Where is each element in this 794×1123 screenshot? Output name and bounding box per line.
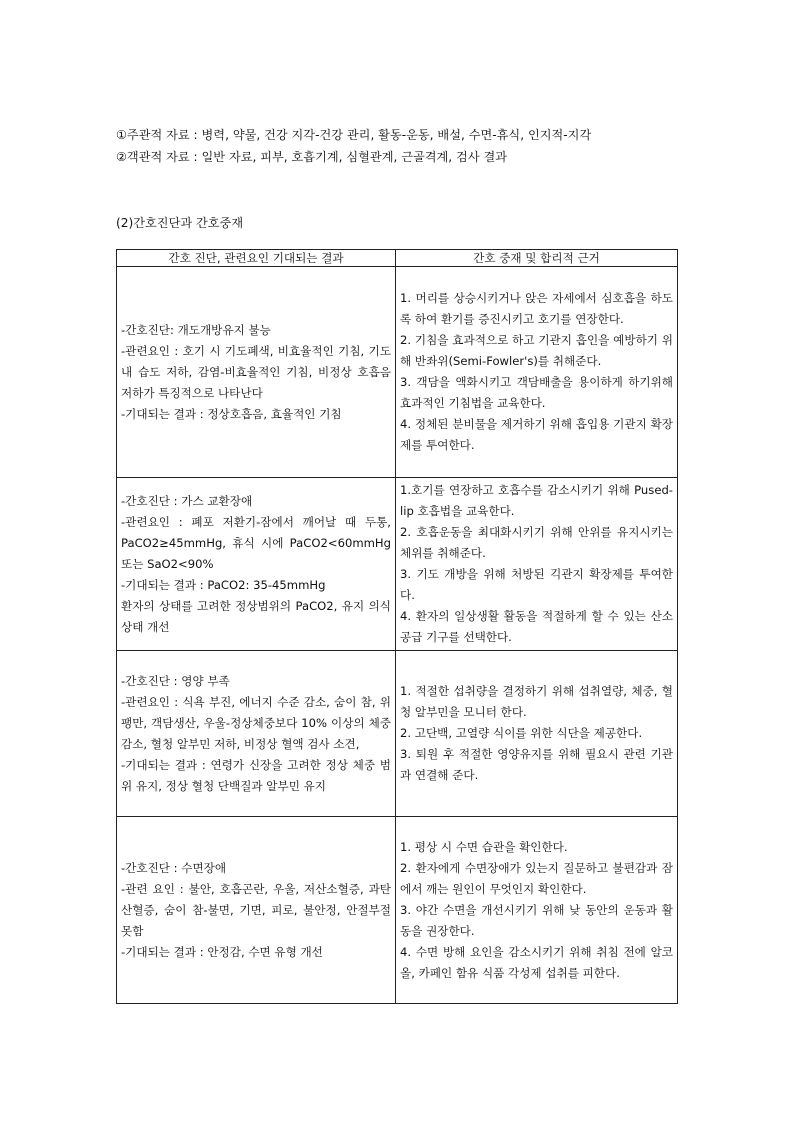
table-header-row [117, 250, 678, 267]
related-factors-line: -관련요인 : 호기 시 기도폐색, 비효율적인 기침, 기도내 습도 저하, 감염-비효율적인 기침, 비정상 호흡음 저하가 특징적으로 나타난다 [121, 343, 391, 400]
intervention-item: 1. 머리를 상승시키거나 앉은 자세에서 심호흡을 하도록 하여 환기를 증진시키고 호기를 연장한다. [400, 291, 673, 326]
intervention-cell [396, 651, 678, 817]
expected-outcome-detail-line: 환자의 상태를 고려한 정상범위의 PaCO2, 유지 의식 상태 개선 [121, 598, 391, 634]
expected-outcome-line: -기대되는 결과 : 연령가 신장을 고려한 정상 체중 범위 유지, 정상 혈청 단백질과 알부민 유지 [121, 757, 391, 793]
intervention-item: 4. 정체된 분비물을 제거하기 위해 흡입용 기관지 확장제를 투여한다. [400, 417, 673, 452]
intervention-item: 2. 기침을 효과적으로 하고 기관지 흡인을 예방하기 위해 반좌위(Semi-Fowler's)를 취해준다. [400, 333, 673, 368]
intervention-item: 4. 수면 방해 요인을 감소시키기 위해 취침 전에 알코올, 카페인 함유 식품 각성제 섭취를 피한다. [400, 944, 673, 980]
diagnosis-cell [117, 267, 396, 478]
section-title: (2)간호진단과 간호중재 [116, 216, 244, 230]
intervention-item: 3. 객담을 액화시키고 객담배출을 용이하게 하기위해 효과적인 기침법을 교육한다. [400, 375, 673, 410]
diagnosis-line: -간호진단 : 영양 부족 [121, 673, 230, 688]
intervention-item: 3. 퇴원 후 적절한 영양유지를 위해 필요시 관련 기관과 연결해 준다. [400, 747, 673, 782]
diagnosis-line: -간호진단: 개도개방유지 불능 [121, 322, 271, 337]
intervention-item: 3. 야간 수면을 개선시키기 위해 낮 동안의 운동과 활동을 권장한다. [400, 902, 673, 938]
related-factors-line: -관련 요인 : 불안, 호흡곤란, 우울, 저산소혈증, 과탄산혈증, 숨이 참-불면, 기면, 피로, 불안정, 안절부절 못함 [121, 881, 391, 938]
header-intervention: 간호 중재 및 합리적 근거 [396, 250, 678, 267]
subjective-data-item: ①주관적 자료 : 병력, 약물, 건강 지각-건강 관리, 활동-운동, 배설, 수면-휴식, 인지적-지각 [116, 128, 592, 142]
table-row [117, 817, 678, 1004]
assessment-data-list [116, 124, 686, 168]
diagnosis-cell [117, 478, 396, 651]
expected-outcome-line: -기대되는 결과 : 안정감, 수면 유형 개선 [121, 944, 323, 959]
diagnosis-line: -간호진단 : 가스 교환장애 [121, 493, 253, 508]
table-row [117, 651, 678, 817]
expected-outcome-line: -기대되는 결과 : PaCO2: 35-45mmHg [121, 577, 326, 592]
diagnosis-cell [117, 651, 396, 817]
table-row [117, 267, 678, 478]
intervention-item: 3. 기도 개방을 위해 처방된 긱관지 확장제를 투여한다. [400, 567, 673, 602]
intervention-cell [396, 267, 678, 478]
diagnosis-cell [117, 817, 396, 1004]
nursing-care-table [116, 249, 678, 1004]
related-factors-line: -관련요인 : 폐포 저환기-잠에서 깨어날 때 두통, PaCO2≥45mmHg, 휴식 시에 PaCO2<60mmHg 또는 SaO2<90% [121, 514, 391, 571]
header-diagnosis: 간호 진단, 관련요인 기대되는 결과 [117, 250, 396, 267]
diagnosis-line: -간호진단 : 수면장애 [121, 860, 227, 875]
intervention-item: 1. 평상 시 수면 습관을 확인한다. [400, 839, 568, 854]
intervention-cell [396, 478, 678, 651]
intervention-cell [396, 817, 678, 1004]
objective-data-item: ②객관적 자료 : 일반 자료, 피부, 호흡기계, 심혈관계, 근골격계, 검사 결과 [116, 150, 508, 164]
intervention-item: 2. 호흡운동을 최대화시키기 위해 안위를 유지시키는 체위를 취해준다. [400, 525, 673, 560]
expected-outcome-line: -기대되는 결과 : 정상호흡음, 효율적인 기침 [121, 406, 342, 421]
intervention-item: 4. 환자의 일상생활 활동을 적절하게 할 수 있는 산소공급 기구를 선택한다. [400, 609, 673, 644]
intervention-item: 2. 환자에게 수면장애가 있는지 질문하고 불편감과 잠에서 깨는 원인이 무엇인지 확인한다. [400, 860, 673, 896]
intervention-item: 2. 고단백, 고열량 식이를 위한 식단을 제공한다. [400, 726, 643, 740]
table-row [117, 478, 678, 651]
intervention-item: 1.호기를 연장하고 호흡수를 감소시키기 위해 Pused-lip 호흡법을 교육한다. [400, 483, 673, 518]
intervention-item: 1. 적절한 섭취량을 결정하기 위해 섭취열량, 체중, 혈청 알부민을 모니터 한다. [400, 684, 673, 719]
related-factors-line: -관련요인 : 식욕 부진, 에너지 수준 감소, 숨이 참, 위팽만, 객담생산, 우울-정상체중보다 10% 이상의 체중감소, 혈청 알부민 저하, 비정상 혈액 검사 소견, [121, 694, 391, 751]
